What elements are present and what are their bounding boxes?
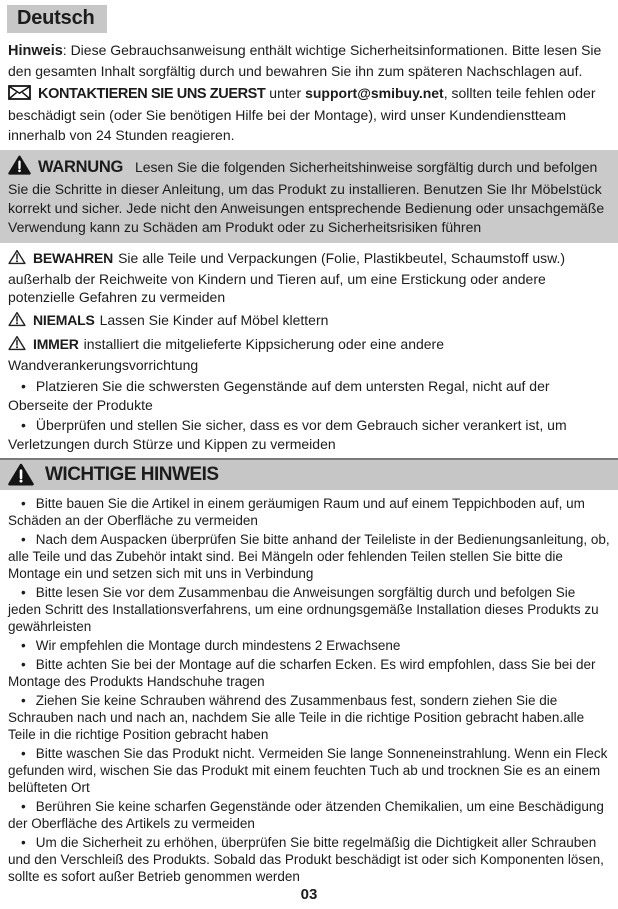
bullet-marker: •: [21, 799, 26, 814]
bullet-marker: •: [21, 585, 26, 600]
bullet-marker: •: [21, 835, 26, 850]
list-item-text: Bitte lesen Sie vor dem Zusammenbau die Anweisungen sorgfältig durch und befolgen Sie jeden Schritt des Installationsverfahrens, um eine ordnungsgemäße Installation dieses Produkts zu gewährleisten: [8, 585, 599, 634]
list-item: [0, 834, 618, 885]
important-notes-header: [0, 458, 618, 490]
list-item: [0, 377, 618, 414]
warning-triangle-icon: [8, 463, 34, 486]
warning-section: [0, 150, 618, 243]
contact-paragraph: [0, 83, 618, 145]
page-number: 03: [300, 886, 318, 903]
bullet-marker: •: [21, 638, 26, 653]
list-item-text: Bitte waschen Sie das Produkt nicht. Vermeiden Sie lange Sonneneinstrahlung. Wenn ein Fleck gefunden wird, wischen Sie das Produkt mit einem feuchten Tuch ab und trocknen Sie es an einem belüfteten Ort: [8, 746, 608, 795]
safety-item-label: BEWAHREN: [33, 250, 114, 266]
bullet-marker: •: [21, 417, 26, 433]
list-item-text: Um die Sicherheit zu erhöhen, überprüfen Sie bitte regelmäßig die Dichtigkeit aller Schrauben und den Verschleiß des Produkts. Sobald das Produkt beschädigt ist oder sich Komponenten lösen, sollte es sofort außer Betrieb genommen werden: [8, 835, 604, 884]
warning-title: WARNUNG: [38, 158, 123, 176]
list-item-text: Wir empfehlen die Montage durch mindestens 2 Erwachsene: [35, 638, 401, 653]
bullet-marker: •: [21, 746, 26, 761]
notice-text: : Diese Gebrauchsanweisung enthält wichtige Sicherheitsinformationen. Bitte lesen Sie den gesamten Inhalt sorgfältig durch und bewahren Sie ihn zum späteren Nachschlagen auf.: [8, 42, 602, 79]
bullet-marker: •: [21, 496, 26, 511]
safety-item-text: installiert die mitgelieferte Kippsicherung oder eine andere Wandverankerungsvorrichtung: [8, 336, 444, 373]
warning-triangle-outline-icon: [8, 335, 26, 356]
list-item: [0, 531, 618, 582]
safety-item-niemals: [0, 311, 618, 332]
list-item: [0, 584, 618, 635]
list-item: [0, 637, 618, 654]
list-item-text: Bitte bauen Sie die Artikel in einem geräumigen Raum und auf einem Teppichboden auf, um Schäden an der Oberfläche zu vermeiden: [8, 496, 585, 528]
list-item-text: Berühren Sie keine scharfen Gegenstände oder ätzenden Chemikalien, um eine Beschädigung der Oberfläche des Artikels zu vermeiden: [8, 799, 604, 831]
list-item-text: Bitte achten Sie bei der Montage auf die scharfen Ecken. Es wird empfohlen, dass Sie bei der Montage des Produkts Handschuhe tragen: [8, 657, 596, 689]
list-item: [0, 745, 618, 796]
bullet-marker: •: [21, 532, 26, 547]
bullet-marker: •: [21, 378, 26, 394]
warning-triangle-outline-icon: [8, 311, 26, 332]
contact-post-email: , sollten teile fehlen oder beschädigt sein (oder Sie benötigen Hilfe bei der Montage), wird unser Kundendienstteam innerhalb von 24 Stunden reagieren.: [8, 85, 596, 143]
envelope-icon: [8, 85, 31, 105]
contact-pre-email: unter: [265, 85, 306, 101]
safety-item-text: Lassen Sie Kinder auf Möbel klettern: [99, 311, 329, 328]
contact-bold-label: KONTAKTIEREN SIE UNS ZUERST: [38, 86, 266, 102]
list-item: [0, 798, 618, 832]
safety-item-label: IMMER: [33, 336, 79, 352]
warning-paragraph: [8, 155, 610, 237]
warning-text: Lesen Sie die folgenden Sicherheitshinweise sorgfältig durch und befolgen Sie die Schritte in dieser Anleitung, um das Produkt zu installieren. Benutzen Sie Ihr Möbelstück korrekt und sicher. Jede nicht den Anweisungen entsprechende Bedienung oder unsachgemäße Verwendung kann zu Schäden am Produkt oder zu Sicherheitsrisiken führen: [8, 159, 605, 235]
list-item: [0, 495, 618, 529]
contact-email: support@smibuy.net: [305, 85, 444, 101]
bullet-marker: •: [21, 657, 26, 672]
warning-triangle-outline-icon: [8, 249, 26, 270]
notice-label: Hinweis: [8, 43, 63, 59]
safety-item-bewahren: [0, 249, 618, 307]
list-item-text: Überprüfen und stellen Sie sicher, dass es vor dem Gebrauch sicher verankert ist, um Verletzungen durch Stürze und Kippen zu vermeiden: [8, 417, 567, 452]
list-item-text: Nach dem Auspacken überprüfen Sie bitte anhand der Teileliste in der Bedienungsanleitung, ob, alle Teile und das Zubehör intakt sind. Bei Mängeln oder fehlenden Teilen stellen Sie bitte die Montage ein und setzen sich mit uns in Verbindung: [8, 532, 610, 581]
language-header: Deutsch: [7, 5, 107, 33]
list-item-text: Ziehen Sie keine Schrauben während des Zusammenbaus fest, sondern ziehen Sie die Schrauben nach und nach an, nachdem Sie alle Teile in die richtige Position gebracht haben.alle Teile in die richtige Position gebracht haben: [8, 693, 585, 742]
safety-item-immer: [0, 335, 618, 374]
warning-triangle-icon: [8, 155, 31, 180]
list-item-text: Platzieren Sie die schwersten Gegenstände auf dem untersten Regal, nicht auf der Oberseite der Produkte: [8, 378, 550, 413]
important-notes-title: WICHTIGE HINWEIS: [45, 463, 219, 485]
safety-item-label: NIEMALS: [33, 311, 95, 328]
notice-paragraph: [0, 40, 618, 81]
bullet-marker: •: [21, 693, 26, 708]
list-item: [0, 692, 618, 743]
list-item: [0, 416, 618, 453]
safety-item-text: Sie alle Teile und Verpackungen (Folie, Plastikbeutel, Schaumstoff usw.) außerhalb der Reichweite von Kindern und Tieren auf, um eine Erstickung oder andere potenzielle Gefahren zu vermeiden: [8, 250, 566, 305]
list-item: [0, 656, 618, 690]
